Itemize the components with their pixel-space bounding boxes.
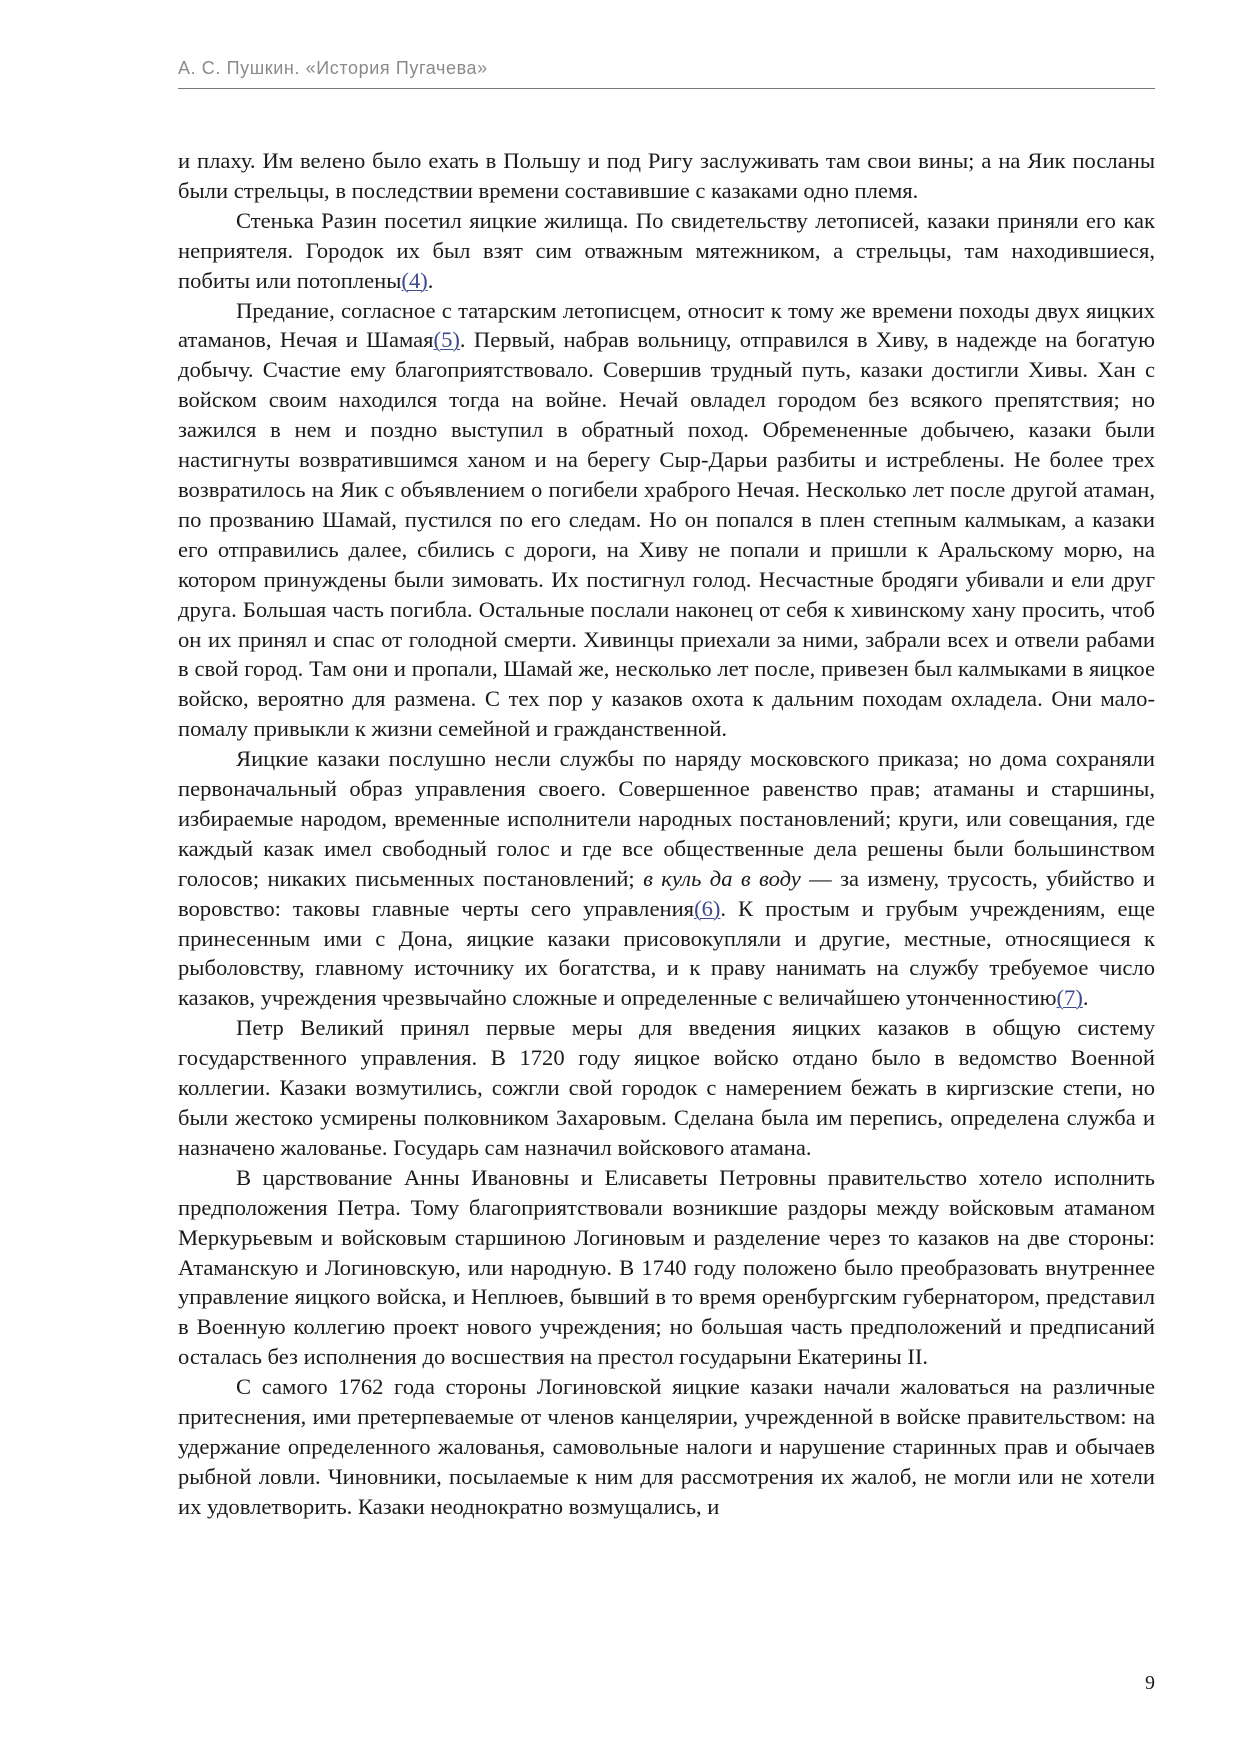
- paragraph-3-text-b: . Первый, набрав вольницу, отправился в Хиву, в надежде на богатую добычу. Счастие ему благоприятствовало. Совершив трудный путь, казаки достигли Хивы. Хан с войском своим находился тогда на войне. Нечай овладел городом без всякого препятствия; но зажился в нем и поздно выступил в обратный поход. Обремененные добычею, казаки были настигнуты возвратившимся ханом и на берегу Сыр-Дарьи разбиты и истреблены. Не более трех возвратилось на Яик с объявлением о погибели храброго Нечая. Несколько лет после другой атаман, по прозванию Шамай, пустился по его следам. Но он попался в плен степным калмыкам, а казаки его отправились далее, сбились с дороги, на Хиву не попали и пришли к Аральскому морю, на котором принуждены были зимовать. Их постигнул голод. Несчастные бродяги убивали и ели друг друга. Большая часть погибла. Остальные послали наконец от себя к хивинскому хану просить, чтоб он их принял и спас от голодной смерти. Хивинцы приехали за ними, забрали всех и отвели рабами в свой город. Там они и пропали, Шамай же, несколько лет после, привезен был калмыками в яицкое войско, вероятно для размена. С тех пор у казаков охота к дальним походам охладела. Они мало-помалу привыкли к жизни семейной и гражданственной.: [178, 327, 1155, 742]
- running-header: А. С. Пушкин. «История Пугачева»: [178, 58, 488, 78]
- paragraph-7: [178, 1372, 1155, 1522]
- paragraph-1-text: и плаху. Им велено было ехать в Польшу и под Ригу заслуживать там свои вины; а на Яик посланы были стрельцы, в последствии времени составившие с казаками одно племя.: [178, 148, 1155, 203]
- footnote-link-6[interactable]: (6): [694, 895, 721, 921]
- paragraph-1: [178, 146, 1155, 206]
- paragraph-4: [178, 744, 1155, 1013]
- paragraph-3-text-a: Предание, согласное с татарским летописцем, относит к тому же времени походы двух яицких атаманов, Нечая и Шамая: [178, 297, 1155, 353]
- body-text: [178, 146, 1155, 1522]
- paragraph-4-text-a: Яицкие казаки послушно несли службы по наряду московского приказа; но дома сохраняли первоначальный образ управления своего. Совершенное равенство прав; атаманы и старшины, избираемые народом, временные исполнители народных постановлений; круги, или совещания, где каждый казак имел свободный голос и где все общественные дела решены были большинством голосов; никаких письменных постановлений;: [178, 746, 1155, 891]
- paragraph-4-end: .: [1082, 985, 1089, 1011]
- paragraph-6: [178, 1163, 1155, 1372]
- paragraph-6-text: В царствование Анны Ивановны и Елисаветы Петровны правительство хотело исполнить предположения Петра. Тому благоприятствовали возникшие раздоры между войсковым атаманом Меркурьевым и войсковым старшиною Логиновым и разделение через то казаков на две стороны: Атаманскую и Логиновскую, или народную. В 1740 году положено было преобразовать внутреннее управление яицкого войска, и Неплюев, бывший в то время оренбургским губернатором, представил в Военную коллегию проект нового учреждения; но большая часть предположений и предписаний осталась без исполнения до восшествия на престол государыни Екатерины II.: [178, 1164, 1155, 1370]
- paragraph-5-text: Петр Великий принял первые меры для введения яицких казаков в общую систему государственного управления. В 1720 году яицкое войско отдано было в ведомство Военной коллегии. Казаки возмутились, сожгли свой городок с намерением бежать в киргизские степи, но были жестоко усмирены полковником Захаровым. Сделана была им перепись, определена служба и назначено жалованье. Государь сам назначил войскового атамана.: [178, 1015, 1155, 1160]
- footnote-link-4[interactable]: (4): [401, 267, 428, 293]
- italic-phrase: в куль да в воду: [643, 865, 801, 891]
- paragraph-3: [178, 296, 1155, 745]
- paragraph-4-text-b: — за измену, трусость, убийство и воровство: таковы главные черты сего управления: [178, 865, 1155, 921]
- header-divider: [178, 88, 1155, 89]
- paragraph-5: [178, 1013, 1155, 1163]
- paragraph-2: [178, 206, 1155, 296]
- footnote-link-7[interactable]: (7): [1056, 985, 1083, 1011]
- page-number: 9: [1145, 1672, 1155, 1694]
- footnote-link-5[interactable]: (5): [433, 327, 460, 353]
- paragraph-4-text-c: . К простым и грубым учреждениям, еще принесенным ими с Дона, яицкие казаки присовокупляли и другие, местные, относящиеся к рыболовству, главному источнику их богатства, и к праву нанимать на службу требуемое число казаков, учреждения чрезвычайно сложные и определенные с величайшею утонченностию: [178, 895, 1155, 1011]
- paragraph-7-text: С самого 1762 года стороны Логиновской яицкие казаки начали жаловаться на различные притеснения, ими претерпеваемые от членов канцелярии, учрежденной в войске правительством: на удержание определенного жалованья, самовольные налоги и нарушение старинных прав и обычаев рыбной ловли. Чиновники, посылаемые к ним для рассмотрения их жалоб, не могли или не хотели их удовлетворить. Казаки неоднократно возмущались, и: [178, 1374, 1155, 1519]
- paragraph-2-end: .: [427, 267, 434, 293]
- paragraph-2-text: Стенька Разин посетил яицкие жилища. По свидетельству летописей, казаки приняли его как неприятеля. Городок их был взят сим отважным мятежником, а стрельцы, там находившиеся, побиты или потоплены: [178, 207, 1155, 293]
